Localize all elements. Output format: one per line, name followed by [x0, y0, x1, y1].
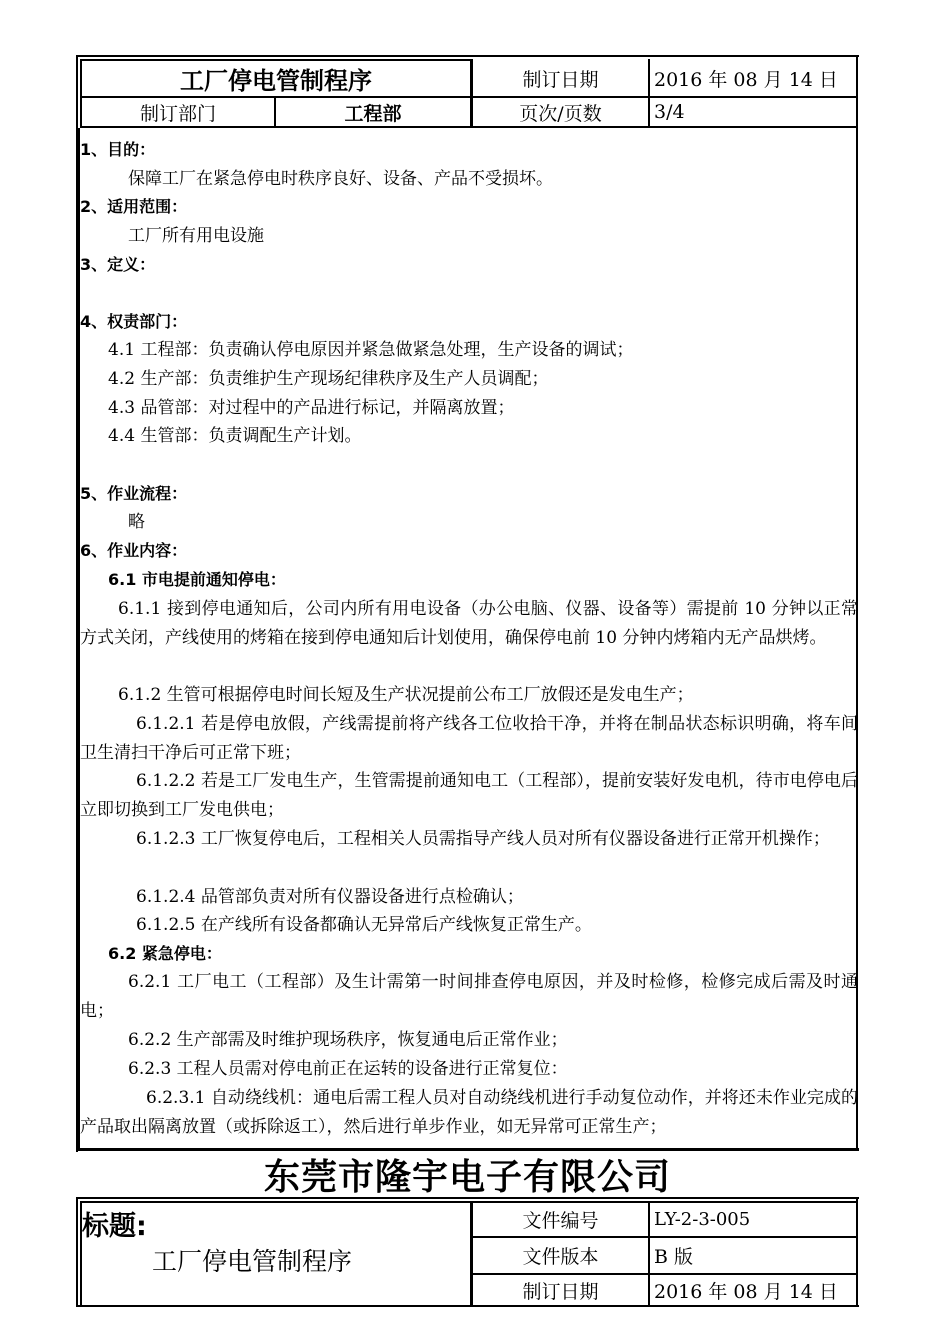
footer-date-value: 2016 年 08 月 14 日: [654, 1280, 838, 1303]
footer-date-label: 制订日期: [522, 1280, 599, 1303]
footer-version-value: B 版: [654, 1246, 694, 1268]
section-4-item: 4.3 品管部：对过程中的产品进行标记，并隔离放置；: [108, 398, 515, 418]
footer-subject-value: 工厂停电管制程序: [151, 1247, 352, 1276]
section-4-title: 4、权责部门：: [80, 312, 188, 331]
header-date-label: 制订日期: [522, 69, 599, 91]
section-2-title: 2、适用范围：: [80, 197, 188, 216]
header-dept-value: 工程部: [344, 102, 402, 125]
header-title: 工厂停电管制程序: [180, 67, 372, 95]
section-2-text: 工厂所有用电设施: [128, 226, 264, 246]
paragraph-6-1-2-1: 6.1.2.1 若是停电放假，产线需提前将产线各工位收拾干净，并将在制品状态标识明确，将车间卫生清扫干净后可正常下班；: [80, 714, 858, 763]
paragraph-6-1-2: 6.1.2 生管可根据停电时间长短及生产状况提前公布工厂放假还是发电生产；: [118, 685, 694, 705]
section-5-text: 略: [128, 512, 145, 532]
section-4-item: 4.1 工程部：负责确认停电原因并紧急做紧急处理，生产设备的调试；: [108, 340, 634, 360]
section-5-title: 5、作业流程：: [80, 484, 188, 503]
section-6-2-title: 6.2 紧急停电：: [108, 944, 222, 963]
footer-version-label: 文件版本: [522, 1246, 599, 1268]
paragraph-6-1-2-5: 6.1.2.5 在产线所有设备都确认无异常后产线恢复正常生产。: [136, 915, 592, 935]
footer-subject-label: 标题:: [82, 1210, 147, 1242]
header-dept-label: 制订部门: [139, 102, 216, 125]
paragraph-6-2-3: 6.2.3 工程人员需对停电前正在运转的设备进行正常复位：: [128, 1059, 568, 1079]
section-4-item: 4.4 生管部：负责调配生产计划。: [108, 426, 362, 446]
section-3-title: 3、定义：: [80, 255, 156, 274]
paragraph-6-1-2-2: 6.1.2.2 若是工厂发电生产，生管需提前通知电工（工程部），提前安装好发电机，待市电停电后立即切换到工厂发电供电；: [80, 771, 858, 820]
footer-docno-value: LY-2-3-005: [654, 1209, 751, 1230]
section-1-text: 保障工厂在紧急停电时秩序良好、设备、产品不受损坏。: [128, 169, 553, 189]
paragraph-6-1-2-4: 6.1.2.4 品管部负责对所有仪器设备进行点检确认；: [136, 887, 524, 907]
company-name: 东莞市隆宇电子有限公司: [263, 1156, 671, 1198]
header-page-label: 页次/页数: [519, 102, 602, 125]
paragraph-6-2-3-1: 6.2.3.1 自动绕线机：通电后需工程人员对自动绕线机进行手动复位动作，并将还未作业完成的产品取出隔离放置（或拆除返工），然后进行单步作业，如无异常可正常生产；: [80, 1088, 858, 1137]
header-page-value: 3/4: [654, 101, 685, 123]
section-6-1-title: 6.1 市电提前通知停电：: [108, 570, 286, 589]
paragraph-6-2-2: 6.2.2 生产部需及时维护现场秩序，恢复通电后正常作业；: [128, 1030, 568, 1050]
section-6-title: 6、作业内容：: [80, 541, 188, 560]
paragraph-6-1-1: 6.1.1 接到停电通知后，公司内所有用电设备（办公电脑、仪器、设备等）需提前 10 分钟以正常方式关闭，产线使用的烤箱在接到停电通知后计划使用，确保停电前 10 分钟内烤箱内无产品烘烤。: [80, 599, 858, 648]
header-date-value: 2016 年 08 月 14 日: [654, 69, 838, 91]
section-4-item: 4.2 生产部：负责维护生产现场纪律秩序及生产人员调配；: [108, 369, 549, 389]
paragraph-6-1-2-3: 6.1.2.3 工厂恢复停电后，工程相关人员需指导产线人员对所有仪器设备进行正常开机操作；: [136, 829, 830, 849]
section-1-title: 1、目的：: [80, 140, 156, 159]
footer-docno-label: 文件编号: [522, 1210, 599, 1232]
paragraph-6-2-1: 6.2.1 工厂电工（工程部）及生计需第一时间排查停电原因，并及时检修，检修完成后需及时通电；: [80, 972, 858, 1021]
